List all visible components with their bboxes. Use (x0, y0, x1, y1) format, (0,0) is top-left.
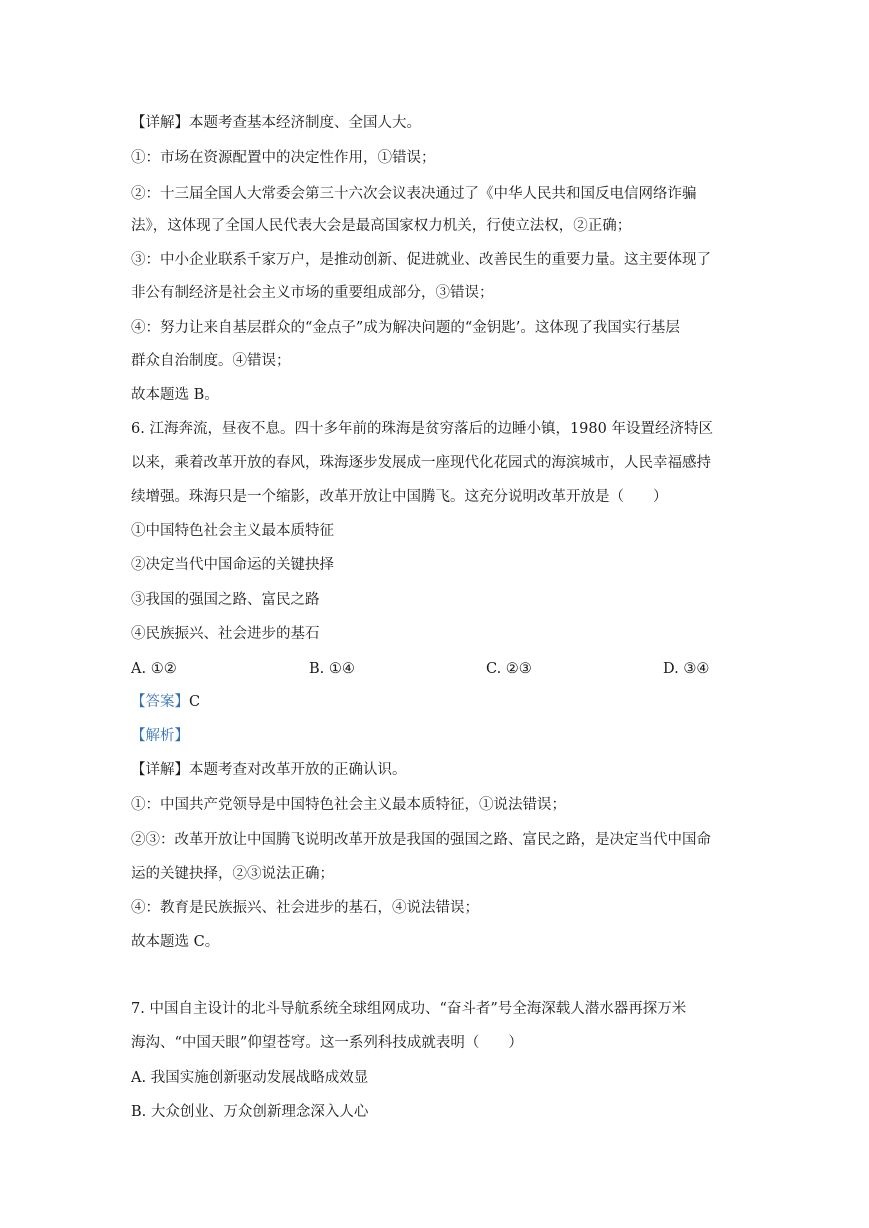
q7-option-b: B. 大众创业、万众创新理念深入人心 (131, 1104, 369, 1120)
q6-statement-1: ①中国特色社会主义最本质特征 (131, 523, 334, 539)
q6-answer (131, 692, 741, 712)
q5-point-4a: ④：努力让来自基层群众的“金点子”成为解决问题的“金钥匙’。这体现了我国实行基层 (131, 320, 680, 336)
q6-statement-3: ③我国的强国之路、富民之路 (131, 592, 320, 608)
q5-point-2a: ②：十三届全国人大常委会第三十六次会议表决通过了《中华人民共和国反电信网络诈骗 (131, 186, 697, 202)
q5-point-3a: ③：中小企业联系千家万户，是推动创新、促进就业、改善民生的重要力量。这主要体现了 (131, 252, 711, 268)
q7-option-a: A. 我国实施创新驱动发展战略成效显 (131, 1070, 369, 1086)
q5-point-2b: 法》，这体现了全国人民代表大会是最高国家权力机关，行使立法权，②正确； (131, 218, 632, 234)
q6-explain-3: ④：教育是民族振兴、社会进步的基石，④说法错误； (131, 900, 479, 916)
q6-conclusion: 故本题选 C。 (131, 934, 220, 950)
q7-stem-line-1: 7. 中国自主设计的北斗导航系统全球组网成功、“奋斗者”号全海深载人潜水器再探万米 (131, 1001, 687, 1017)
q7-stem-line-2: 海沟、“中国天眼”仰望苍穹。这一系列科技成就表明（ ） (131, 1035, 523, 1051)
q6-option-c: C. ②③ (486, 661, 532, 677)
q5-detail: 【详解】本题考查基本经济制度、全国人大。 (131, 115, 421, 131)
q5-point-4b: 群众自治制度。④错误； (131, 353, 291, 369)
q6-stem-line-1: 6. 江海奔流，昼夜不息。四十多年前的珠海是贫穷落后的边睡小镇，1980 年设置经济特区 (131, 421, 713, 437)
q6-statement-4: ④民族振兴、社会进步的基石 (131, 626, 320, 642)
answer-label: 【答案】 (131, 694, 189, 710)
q6-option-d: D. ③④ (663, 661, 710, 677)
q6-explain-1: ①：中国共产党领导是中国特色社会主义最本质特征，①说法错误； (131, 797, 566, 813)
q6-explain-2b: 运的关键抉择，②③说法正确； (131, 866, 334, 882)
q5-point-3b: 非公有制经济是社会主义市场的重要组成部分，③错误； (131, 285, 494, 301)
answer-value: C (189, 694, 201, 710)
q5-point-1: ①：市场在资源配置中的决定性作用，①错误； (131, 150, 436, 166)
q6-detail: 【详解】本题考查对改革开放的正确认识。 (131, 762, 407, 778)
q6-stem-line-3: 续增强。珠海只是一个缩影，改革开放让中国腾飞。这充分说明改革开放是（ ） (131, 489, 668, 505)
q6-option-b: B. ①④ (309, 661, 355, 677)
q6-statement-2: ②决定当代中国命运的关键抉择 (131, 557, 334, 573)
q6-explain-2a: ②③：改革开放让中国腾飞说明改革开放是我国的强国之路、富民之路，是决定当代中国命 (131, 832, 711, 848)
q5-conclusion: 故本题选 B。 (131, 387, 219, 403)
q6-stem-line-2: 以来，乘着改革开放的春风，珠海逐步发展成一座现代化花园式的海滨城市，人民幸福感持 (131, 455, 711, 471)
q6-analysis-label: 【解析】 (131, 728, 189, 744)
q6-option-a: A. ①② (131, 661, 177, 677)
